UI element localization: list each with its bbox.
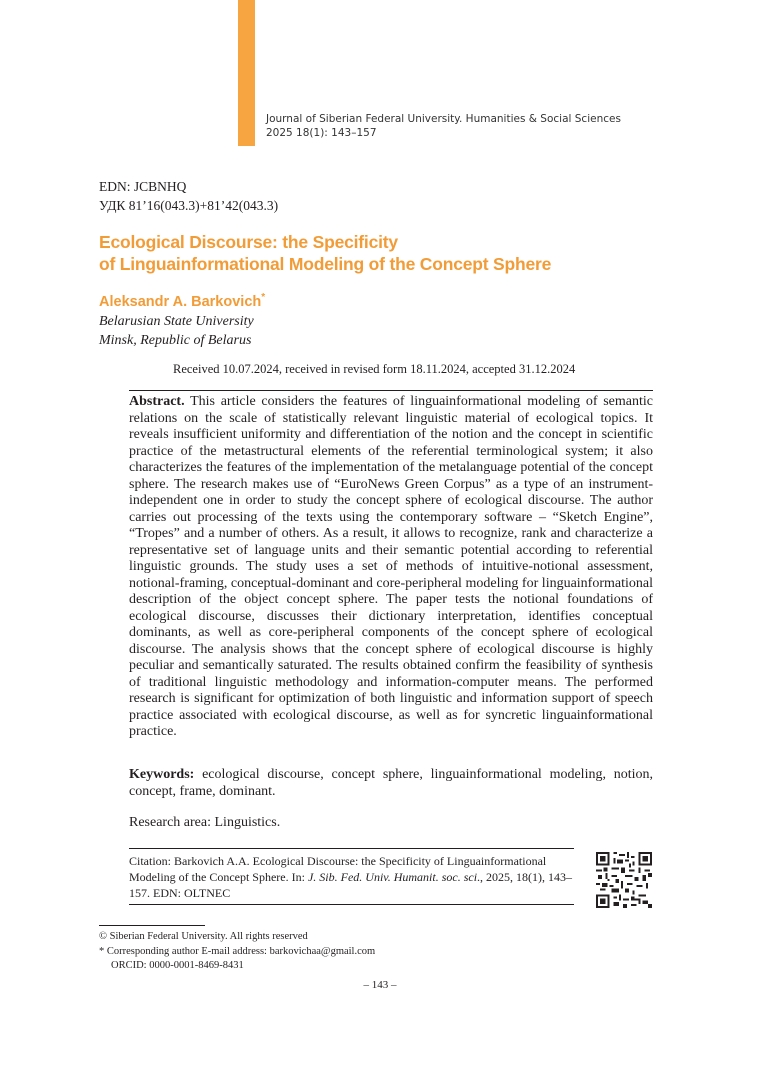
journal-issue: 2025 18(1): 143–157 xyxy=(266,127,377,139)
citation-journal: J. Sib. Fed. Univ. Humanit. soc. sci xyxy=(307,870,478,884)
article-title xyxy=(99,231,659,275)
orcid-note: ORCID: 0000-0001-8469-8431 xyxy=(111,960,244,971)
author-name-block xyxy=(99,292,265,310)
edn-code: EDN: JCBNHQ xyxy=(99,179,187,194)
abstract-top-rule xyxy=(129,390,653,391)
copyright-note: © Siberian Federal University. All rights reserved xyxy=(99,931,308,942)
page-number: – 143 – xyxy=(363,979,397,991)
keywords xyxy=(129,767,653,800)
citation-suffix: ., 2025, 18(1), 143–157. EDN: OLTNEC xyxy=(129,870,573,900)
footnote-rule xyxy=(99,925,205,926)
abstract-label: Abstract. xyxy=(129,394,185,409)
abstract xyxy=(129,394,653,741)
affiliation-location: Minsk, Republic of Belarus xyxy=(99,333,252,348)
footnotes xyxy=(99,930,375,974)
article-identifiers xyxy=(99,177,278,215)
affiliation-university: Belarusian State University xyxy=(99,314,254,329)
keywords-text: ecological discourse, concept sphere, linguainformational modeling, notion, concept, frame, dominant. xyxy=(129,767,653,799)
journal-title: Journal of Siberian Federal University. Humanities & Social Sciences xyxy=(266,113,621,125)
author-name: Aleksandr A. Barkovich xyxy=(99,293,262,310)
article-title-line1: Ecological Discourse: the Specificity xyxy=(99,232,398,252)
udk-code: УДК 81’16(043.3)+81’42(043.3) xyxy=(99,198,279,213)
article-title-line2: of Linguainformational Modeling of the Concept Sphere xyxy=(99,254,552,274)
abstract-text: This article considers the features of linguainformational modeling of semantic relations on the scale of statistically relevant linguistic material of ecological topics. It reveals insufficient uniformity and differentiation of the notion and the concept in scientific practice of the metastructural elements of the referential terminological system; it also characterizes the features of the implementation of the metalanguage potential of the concept sphere. The research makes use of “EuroNews Green Corpus” as a type of an instrument-independent one in order to study the concept sphere of ecological discourse. The author carries out processing of the texts using the contemporary software – “Sketch Engine”, “Tropes” and a number of others. As a result, it allows to recognize, rank and characterize a representative set of language units and their semantic potential according to referential linguistic grounds. The study uses a set of methods of intuitive-notional assessment, notional-framing, conceptual-dominant and core-peripheral modeling for linguainformational description of the object concept sphere. The paper tests the notional foundations of ecological discourse, discusses their dictionary interpretation, identifies conceptual dominants, as well as core-peripheral components of the concept sphere of ecological discourse. The analysis shows that the concept sphere of ecological discourse is highly peculiar and semantically saturated. The results obtained confirm the feasibility of synthesis of traditional linguistic methodology and information-computer means. The performed research is significant for optimization of both linguistic and information support of speech practice associated with ecological discourse, as well as for syncretic linguainformational practice. xyxy=(129,394,653,739)
corresponding-mark: * xyxy=(261,292,266,303)
research-area: Research area: Linguistics. xyxy=(129,815,281,830)
citation xyxy=(129,853,574,901)
author-affiliation xyxy=(99,312,254,350)
corresponding-author-note: * Corresponding author E-mail address: barkovichaa@gmail.com xyxy=(99,945,376,957)
header-accent-bar xyxy=(238,0,255,146)
citation-bottom-rule xyxy=(129,904,574,905)
received-dates: Received 10.07.2024, received in revised form 18.11.2024, accepted 31.12.2024 xyxy=(173,362,576,376)
keywords-label: Keywords: xyxy=(129,767,195,782)
qr-code-icon xyxy=(596,852,652,908)
citation-prefix: Citation: Barkovich A.A. Ecological Discourse: the Specificity of Linguainformational Modeling of the Concept Sphere. In: xyxy=(129,854,547,884)
citation-top-rule xyxy=(129,848,574,849)
journal-header xyxy=(266,112,621,140)
